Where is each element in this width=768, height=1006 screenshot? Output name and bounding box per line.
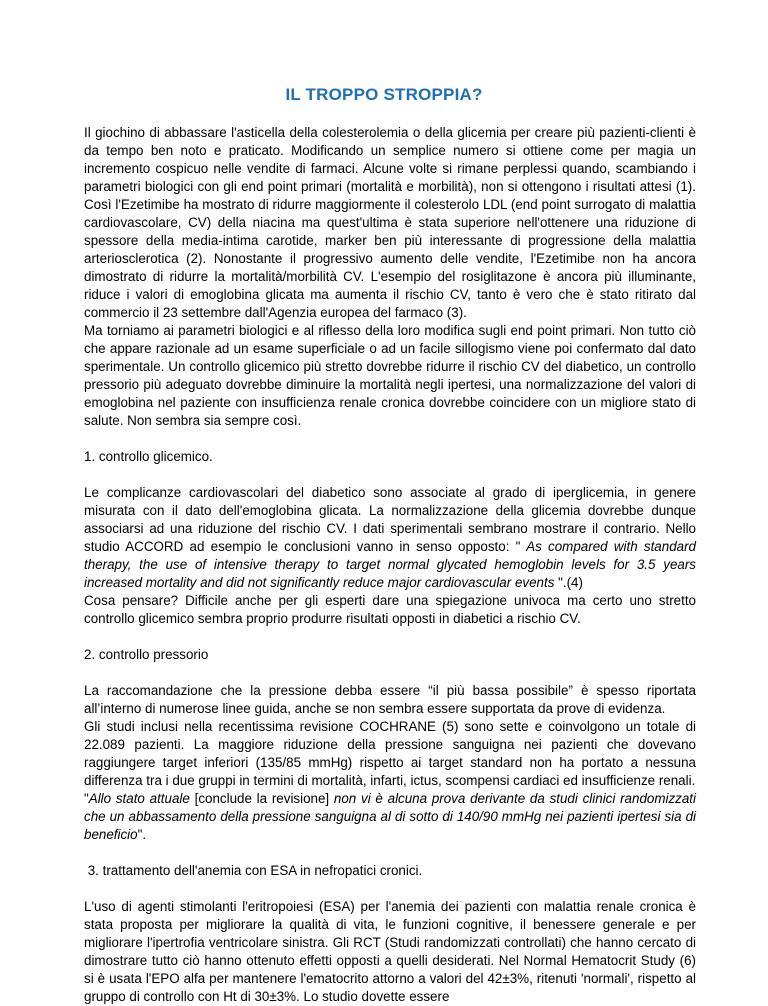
quote-close: ". — [137, 827, 147, 842]
section-heading-pressure: 2. controllo pressorio — [84, 647, 209, 662]
document-body — [84, 124, 696, 1006]
quote-open: " — [84, 791, 89, 806]
section-heading-anemia: 3. trattamento dell'anemia con ESA in nefropatici cronici. — [84, 863, 423, 878]
paragraph-anemia: L'uso di agenti stimolanti l'eritropoiesi (ESA) per l'anemia dei pazienti con malattia renale cronica è stata proposta per migliorare la qualità di vita, le funzioni cognitive, il benessere generale e per migliorare l'ipertrofia ventricolare sinistra. Gli RCT (Studi randomizzati controllati) che hanno cercato di dimostrare tutto ciò hanno ottenuto effetti opposti a quelli desiderati. Nel Normal Hematocrit Study (6) si è usata l'EPO alfa per mantenere l'ematocrito attorno a valori del 42±3%, ritenuti 'normali', rispetto al gruppo di controllo con Ht di 30±3%. Lo studio dovette essere — [84, 899, 696, 1004]
paragraph-glycemic — [84, 484, 696, 592]
paragraph-glycemic-comment: Cosa pensare? Difficile anche per gli esperti dare una spiegazione univoca ma certo uno stretto controllo glicemico sembra proprio produrre risultati opposti in diabetici a rischio CV. — [84, 593, 696, 626]
section-heading-glycemic: 1. controllo glicemico. — [84, 449, 213, 464]
paragraph-pressure-guidelines: La raccomandazione che la pressione debba essere “il più bassa possibile” è spesso riportata all’interno di numerose linee guida, anche se non sembra essere supportata da prove di evidenza. — [84, 683, 696, 716]
paragraph-intro: Il giochino di abbassare l'asticella della colesterolemia o della glicemia per creare più pazienti-clienti è da tempo ben noto e praticato. Modificando un semplice numero si ottiene come per magia un incremento cospicuo nelle vendite di farmaci. Alcune volte si rimane perplessi quando, scambiando i parametri biologici con gli end point primari (mortalità e morbilità), non si ottengono i risultati attesi (1). Così l'Ezetimibe ha mostrato di ridurre maggiormente il colesterolo LDL (end point surrogato di malattia cardiovascolare, CV) della niacina ma quest'ultima è stata superiore nell'ottenere una riduzione di spessore della media-intima carotide, marker ben più interessante di progressione della malattia arteriosclerotica (2). Nonostante il progressivo aumento delle vendite, l'Ezetimibe non ha ancora dimostrato di ridurre la mortalità/morbilità CV. L'esempio del rosiglitazone è ancora più illuminante, riduce i valori di emoglobina glicata ma aumenta il rischio CV, tanto è vero che è stato ritirato dal commercio il 23 settembre dall'Agenzia europea del farmaco (3). — [84, 125, 696, 320]
paragraph-cochrane-quote — [84, 790, 696, 844]
glycemic-text: Le complicanze cardiovascolari del diabetico sono associate al grado di iperglicemia, in genere misurata con il dato dell'emoglobina glicata. La normalizzazione della glicemia dovrebbe dunque associarsi ad una riduzione del rischio CV. I dati sperimentali sembrano mostrare il contrario. Nello studio ACCORD ad esempio le conclusioni vanno in senso opposto: " — [84, 485, 696, 554]
accord-quote: As compared with standard therapy, the use of intensive therapy to target normal glycated hemoglobin levels for 3.5 years increased mortality and did not significantly reduce major cardiovascular events — [84, 539, 697, 590]
accord-ref: ".(4) — [558, 575, 583, 590]
quote-bracket: [conclude la revisione] — [189, 791, 334, 806]
page-title: IL TROPPO STROPPIA? — [285, 85, 483, 104]
quote-italic-2: non vi è alcuna prova derivante da studi clinici randomizzati che un abbassamento della pressione sanguigna al di sotto di 140/90 mmHg nei pazienti ipertesi sia di beneficio — [84, 791, 696, 842]
paragraph-parameters: Ma torniamo ai parametri biologici e al riflesso della loro modifica sugli end point primari. Non tutto ciò che appare razionale ad un esame superficiale o ad un facile sillogismo viene poi confermato dal dato sperimentale. Un controllo glicemico più stretto dovrebbe ridurre il rischio CV del diabetico, un controllo pressorio più adeguato dovrebbe diminuire la mortalità negli ipertesi, una normalizzazione del valori di emoglobina nel paziente con insufficienza renale cronica dovrebbe coincidere con un migliore stato di salute. Non sembra sia sempre così. — [84, 323, 696, 428]
paragraph-cochrane: Gli studi inclusi nella recentissima revisione COCHRANE (5) sono sette e coinvolgono un totale di 22.089 pazienti. La maggiore riduzione della pressione sanguigna nei pazienti che dovevano raggiungere target inferiori (135/85 mmHg) rispetto ai target standard non ha portato a nessuna differenza tra i due gruppi in termini di mortalità, infarti, ictus, scompensi cardiaci ed insufficienze renali. — [84, 719, 696, 788]
quote-italic-1: Allo stato attuale — [88, 791, 190, 806]
